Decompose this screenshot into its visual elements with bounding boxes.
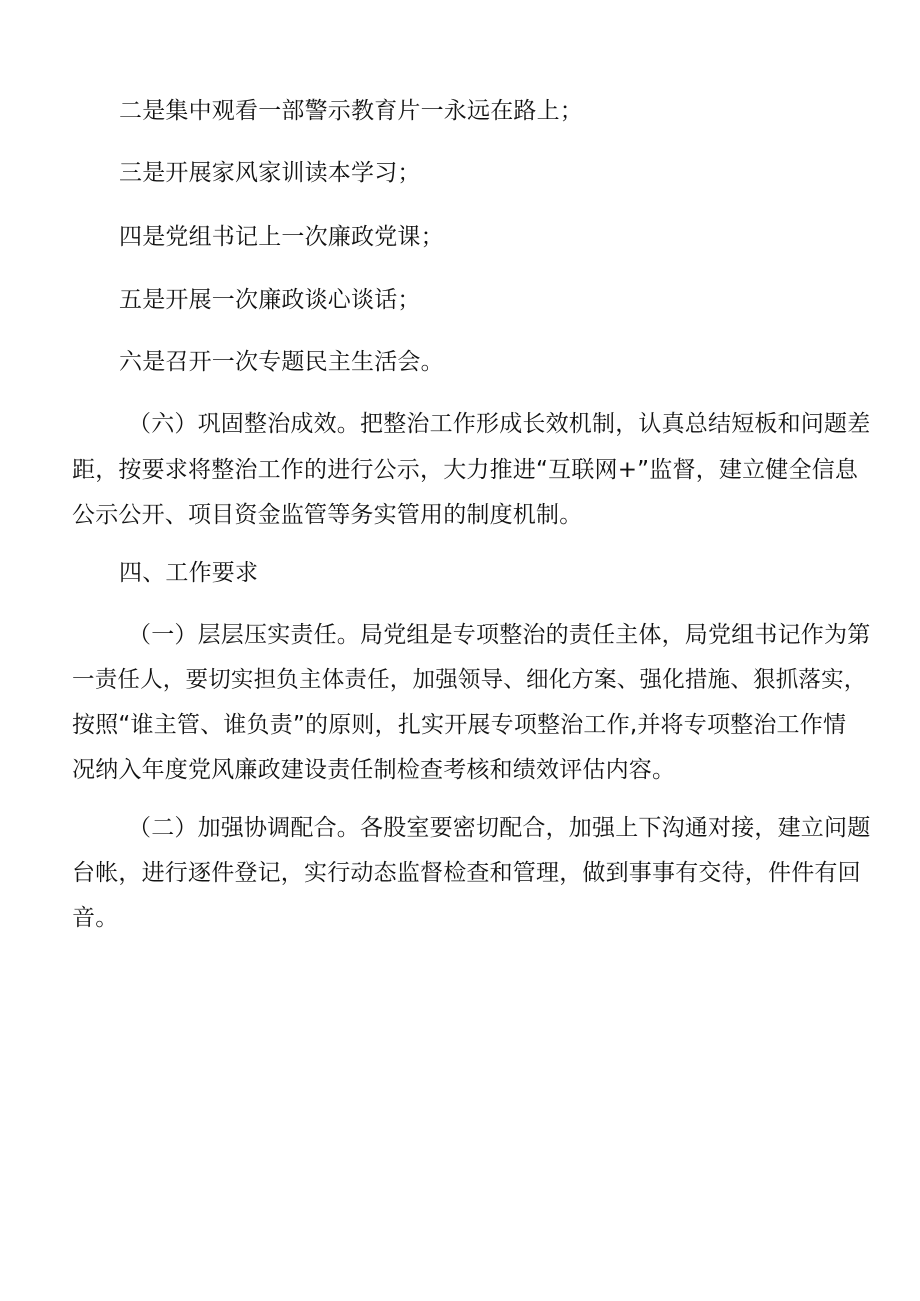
para-6-line-1: （六）巩固整治成效。把整治工作形成长效机制，认真总结短板和问题差 bbox=[128, 411, 871, 437]
list-item-3: 三是开展家风家训读本学习； bbox=[119, 160, 421, 186]
req-1-line-4: 况纳入年度党风廉政建设责任制检查考核和绩效评估内容。 bbox=[72, 757, 676, 783]
list-item-6: 六是召开一次专题民主生活会。 bbox=[119, 349, 444, 375]
req-2-line-1: （二）加强协调配合。各股室要密切配合，加强上下沟通对接，建立问题 bbox=[128, 815, 871, 841]
section-heading: 四、工作要求 bbox=[119, 560, 259, 586]
req-1-line-2: 一责任人，要切实担负主体责任，加强领导、细化方案、强化措施、狠抓落实， bbox=[72, 667, 867, 693]
req-1-line-1: （一）层层压实责任。局党组是专项整治的责任主体，局党组书记作为第 bbox=[128, 622, 871, 648]
list-item-2: 二是集中观看一部警示教育片一永远在路上； bbox=[119, 98, 583, 124]
req-2-line-3: 音。 bbox=[72, 905, 119, 931]
req-1-line-3: 按照“谁主管、谁负责”的原则，扎实开展专项整治工作,并将专项整治工作情 bbox=[72, 712, 847, 738]
para-6-line-3: 公示公开、项目资金监管等务实管用的制度机制。 bbox=[72, 502, 583, 528]
list-item-5: 五是开展一次廉政谈心谈话； bbox=[119, 287, 421, 313]
para-6-line-2: 距，按要求将整治工作的进行公示，大力推进“互联网+”监督，建立健全信息 bbox=[72, 457, 859, 483]
list-item-4: 四是党组书记上一次廉政党课； bbox=[119, 224, 444, 250]
req-2-line-2: 台帐，进行逐件登记，实行动态监督检查和管理，做到事事有交待，件件有回 bbox=[72, 860, 861, 886]
